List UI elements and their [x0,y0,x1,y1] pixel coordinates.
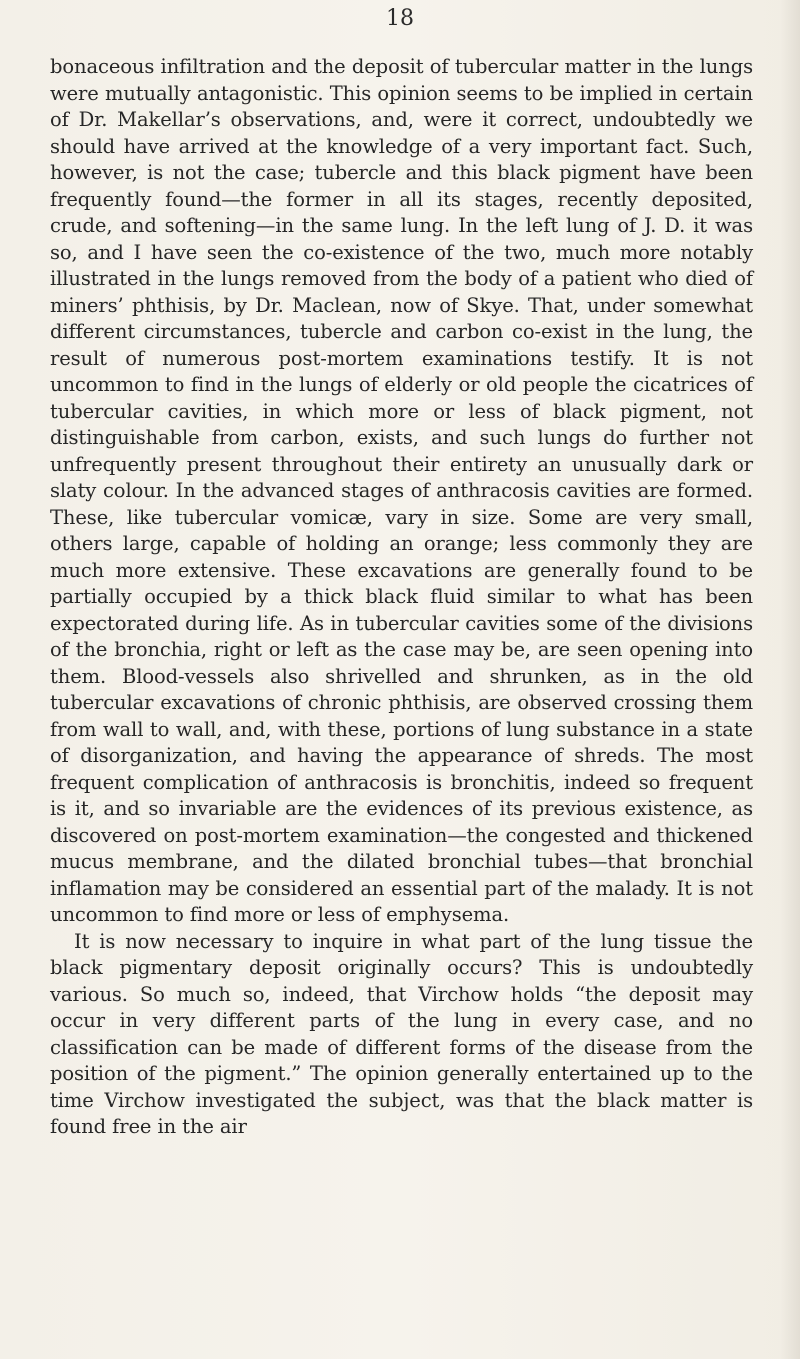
body-text [50,54,753,1141]
paragraph-1: bonaceous infiltration and the deposit of tubercular matter in the lungs were mutually antagonistic. This opinion seems to be implied in certain of Dr. Makellar’s observations, and, were it correct, undoubtedly we should have arrived at the knowledge of a very important fact. Such, however, is not the case; tubercle and this black pigment have been frequently found—the former in all its stages, recently deposited, crude, and softening—in the same lung. In the left lung of J. D. it was so, and I have seen the co-existence of the two, much more notably illustrated in the lungs removed from the body of a patient who died of miners’ phthisis, by Dr. Maclean, now of Skye. That, under somewhat different circumstances, tubercle and carbon co-exist in the lung, the result of numerous post-mortem examinations testify. It is not uncommon to find in the lungs of elderly or old people the cicatrices of tubercular cavities, in which more or less of black pigment, not distinguishable from carbon, exists, and such lungs do further not unfrequently present throughout their entirety an unusually dark or slaty colour. In the advanced stages of anthracosis cavities are formed. These, like tubercular vomicæ, vary in size. Some are very small, others large, capable of holding an orange; less commonly they are much more extensive. These excavations are generally found to be partially occupied by a thick black fluid similar to what has been expectorated during life. As in tubercular cavities some of the divisions of the bronchia, right or left as the case may be, are seen opening into them. Blood-vessels also shrivelled and shrunken, as in the old tubercular excavations of chronic phthisis, are observed crossing them from wall to wall, and, with these, portions of lung substance in a state of disorganization, and having the appearance of shreds. The most frequent complication of anthracosis is bronchitis, indeed so frequent is it, and so invariable are the evidences of its previous existence, as discovered on post-mortem examination—the congested and thickened mucus membrane, and the dilated bronchial tubes—that bronchial inflamation may be considered an essential part of the malady. It is not uncommon to find more or less of emphysema. [50,55,753,926]
paragraph-2: It is now necessary to inquire in what part of the lung tissue the black pigmentary deposit originally occurs? This is undoubtedly various. So much so, indeed, that Virchow holds “the deposit may occur in very different parts of the lung in every case, and no classification can be made of different forms of the disease from the position of the pigment.” The opinion generally entertained up to the time Virchow investigated the subject, was that the black matter is found free in the air [50,929,753,1138]
page-number: 18 [386,6,414,31]
page-edge-shadow [780,0,800,1359]
